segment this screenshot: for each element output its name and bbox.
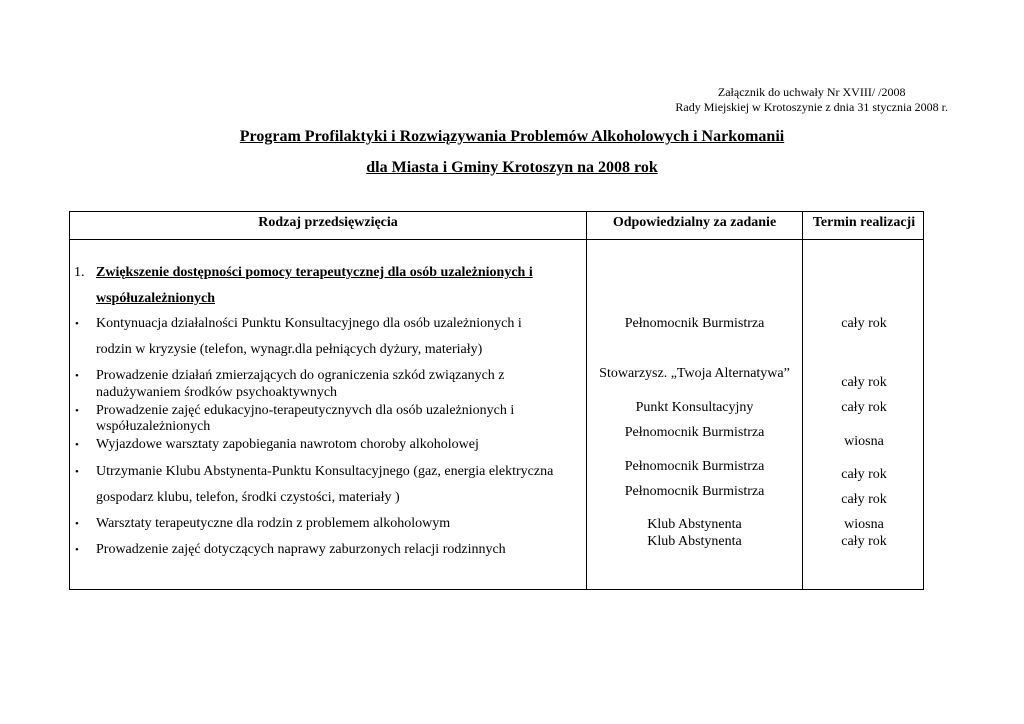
term-cell: cały rok xyxy=(841,400,887,415)
bullet-icon: • xyxy=(75,518,79,530)
column-header-term: Termin realizacji xyxy=(812,215,916,230)
responsible-cell: Klub Abstynenta xyxy=(647,517,742,532)
list-item: Warsztaty terapeutyczne dla rodzin z problemem alkoholowym xyxy=(96,516,451,531)
bullet-icon: • xyxy=(75,318,79,330)
list-item: Prowadzenie działań zmierzających do ograniczenia szkód związanych z xyxy=(96,368,505,383)
list-item-continued: gospodarz klubu, telefon, środki czystości, materiały ) xyxy=(96,490,400,505)
program-table xyxy=(69,211,924,590)
term-cell: cały rok xyxy=(841,375,887,390)
bullet-icon: • xyxy=(75,544,79,556)
responsible-cell: Pełnomocnik Burmistrza xyxy=(624,484,765,499)
annex-line-2: Rady Miejskiej w Krotoszynie z dnia 31 stycznia 2008 r. xyxy=(675,100,948,114)
term-cell: cały rok xyxy=(841,467,887,482)
bullet-icon: • xyxy=(75,405,79,417)
term-cell: wiosna xyxy=(844,517,884,532)
document-subtitle: dla Miasta i Gminy Krotoszyn na 2008 rok xyxy=(366,159,658,176)
list-item-continued: nadużywaniem środków psychoaktywnych xyxy=(96,385,338,400)
list-item-continued: współuzależnionych xyxy=(96,419,211,434)
annex-line-1: Załącznik do uchwały Nr XVIII/ /2008 xyxy=(717,85,906,99)
responsible-cell: Punkt Konsultacyjny xyxy=(635,400,754,415)
responsible-cell: Pełnomocnik Burmistrza xyxy=(624,316,765,331)
list-item-continued: rodzin w kryzysie (telefon, wynagr.dla pełniących dyżury, materiały) xyxy=(96,342,483,357)
section-number: 1. xyxy=(74,265,85,280)
document-title: Program Profilaktyki i Rozwiązywania Problemów Alkoholowych i Narkomanii xyxy=(239,128,785,145)
column-header-type: Rodzaj przedsięwzięcia xyxy=(258,215,398,230)
term-cell: cały rok xyxy=(841,534,887,549)
section-heading-continued: współuzależnionych xyxy=(96,291,216,306)
term-cell: cały rok xyxy=(841,316,887,331)
list-item: Kontynuacja działalności Punktu Konsultacyjnego dla osób uzależnionych i xyxy=(96,316,522,331)
list-item: Prowadzenie zajęć dotyczących naprawy zaburzonych relacji rodzinnych xyxy=(96,542,506,557)
header-divider xyxy=(70,239,923,240)
bullet-icon: • xyxy=(75,466,79,478)
bullet-icon: • xyxy=(75,439,79,451)
term-cell: wiosna xyxy=(844,434,884,449)
responsible-cell: Klub Abstynenta xyxy=(647,534,742,549)
column-header-responsible: Odpowiedzialny za zadanie xyxy=(612,215,777,230)
list-item: Prowadzenie zajęć edukacyjno-terapeutycznyvch dla osób uzależnionych i xyxy=(96,403,515,418)
responsible-cell: Stowarzysz. „Twoja Alternatywa” xyxy=(599,366,790,381)
responsible-cell: Pełnomocnik Burmistrza xyxy=(624,459,765,474)
list-item: Wyjazdowe warsztaty zapobiegania nawrotom choroby alkoholowej xyxy=(96,437,479,452)
responsible-cell: Pełnomocnik Burmistrza xyxy=(624,425,765,440)
section-heading: Zwiększenie dostępności pomocy terapeutycznej dla osób uzależnionych i xyxy=(96,265,533,280)
annex-note xyxy=(675,85,948,115)
bullet-icon: • xyxy=(75,370,79,382)
list-item: Utrzymanie Klubu Abstynenta-Punktu Konsultacyjnego (gaz, energia elektryczna xyxy=(96,464,554,479)
term-cell: cały rok xyxy=(841,492,887,507)
